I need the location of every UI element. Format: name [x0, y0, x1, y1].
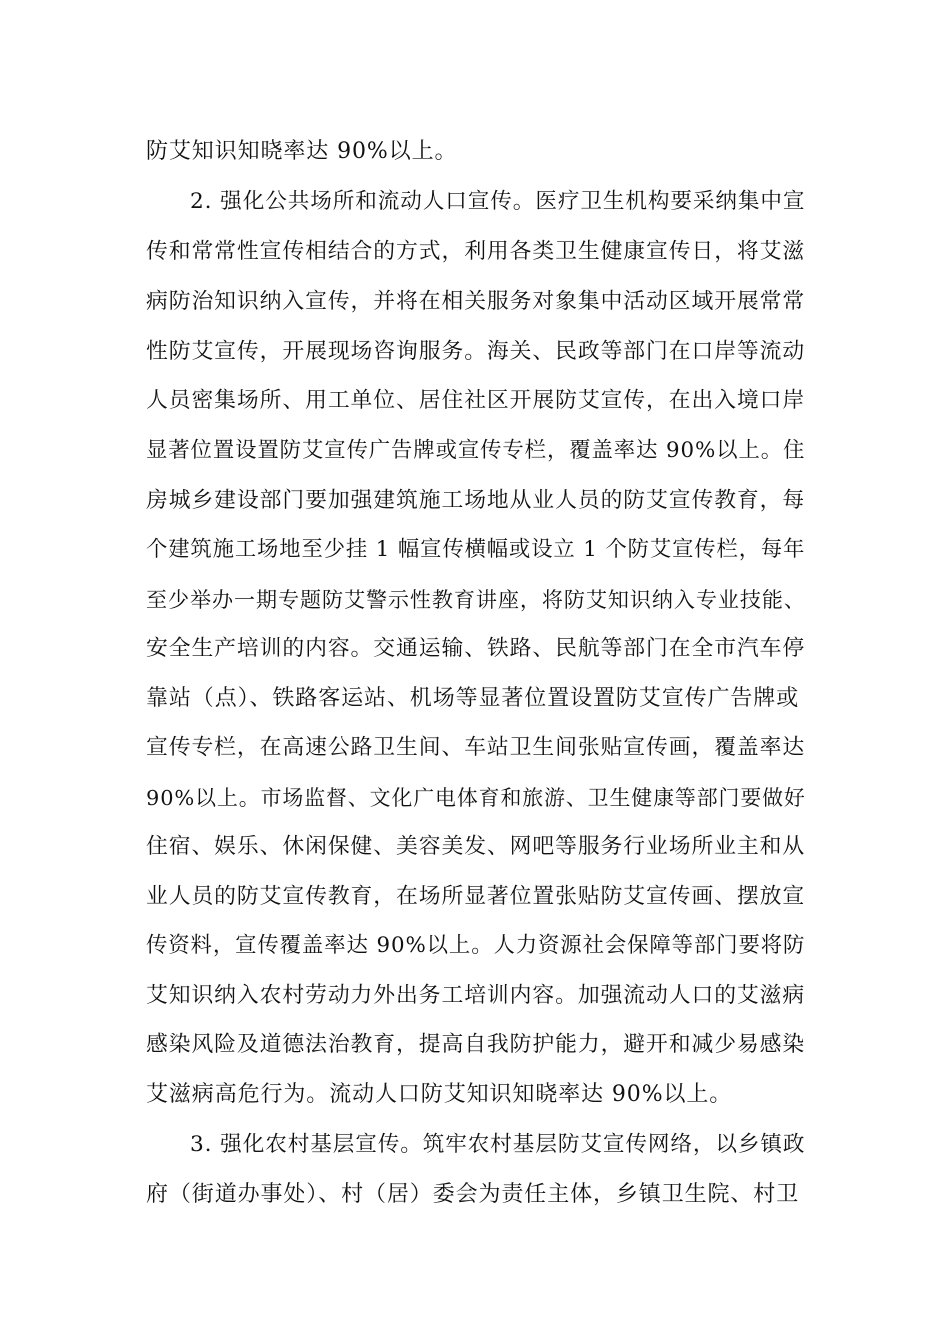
text-line: 宣传专栏，在高速公路卫生间、车站卫生间张贴宣传画，覆盖率达 [146, 735, 806, 760]
text-line: 传和常常性宣传相结合的方式，利用各类卫生健康宣传日，将艾滋 [146, 239, 806, 264]
paragraph-first-line: 2. 强化公共场所和流动人口宣传。医疗卫生机构要采纳集中宣 [190, 189, 806, 214]
text-line: 安全生产培训的内容。交通运输、铁路、民航等部门在全市汽车停 [146, 636, 806, 661]
text-line: 90%以上。市场监督、文化广电体育和旅游、卫生健康等部门要做好 [146, 786, 806, 810]
text-line: 传资料，宣传覆盖率达 90%以上。人力资源社会保障等部门要将防 [146, 933, 806, 958]
paragraph-first-line: 3. 强化农村基层宣传。筑牢农村基层防艾宣传网络，以乡镇政 [190, 1132, 806, 1157]
text-line: 个建筑施工场地至少挂 1 幅宣传横幅或设立 1 个防艾宣传栏，每年 [146, 537, 806, 562]
text-line: 人员密集场所、用工单位、居住社区开展防艾宣传，在出入境口岸 [146, 388, 806, 413]
text-line: 防艾知识知晓率达 90%以上。 [146, 139, 458, 164]
text-line: 至少举办一期专题防艾警示性教育讲座，将防艾知识纳入专业技能、 [146, 587, 806, 612]
text-line: 感染风险及道德法治教育，提高自我防护能力，避开和减少易感染 [146, 1032, 806, 1057]
text-line: 性防艾宣传，开展现场咨询服务。海关、民政等部门在口岸等流动 [146, 339, 806, 364]
text-line: 业人员的防艾宣传教育，在场所显著位置张贴防艾宣传画、摆放宣 [146, 884, 806, 909]
text-line: 艾知识纳入农村劳动力外出务工培训内容。加强流动人口的艾滋病 [146, 983, 806, 1008]
text-line: 府（街道办事处）、村（居）委会为责任主体，乡镇卫生院、村卫 [146, 1182, 800, 1207]
text-line: 病防治知识纳入宣传，并将在相关服务对象集中活动区域开展常常 [146, 289, 806, 314]
text-line: 显著位置设置防艾宣传广告牌或宣传专栏，覆盖率达 90%以上。住 [146, 438, 806, 463]
text-line: 艾滋病高危行为。流动人口防艾知识知晓率达 90%以上。 [146, 1082, 733, 1107]
text-line: 住宿、娱乐、休闲保健、美容美发、网吧等服务行业场所业主和从 [146, 834, 806, 859]
text-line: 房城乡建设部门要加强建筑施工场地从业人员的防艾宣传教育，每 [146, 488, 806, 513]
text-line: 靠站（点）、铁路客运站、机场等显著位置设置防艾宣传广告牌或 [146, 686, 800, 711]
